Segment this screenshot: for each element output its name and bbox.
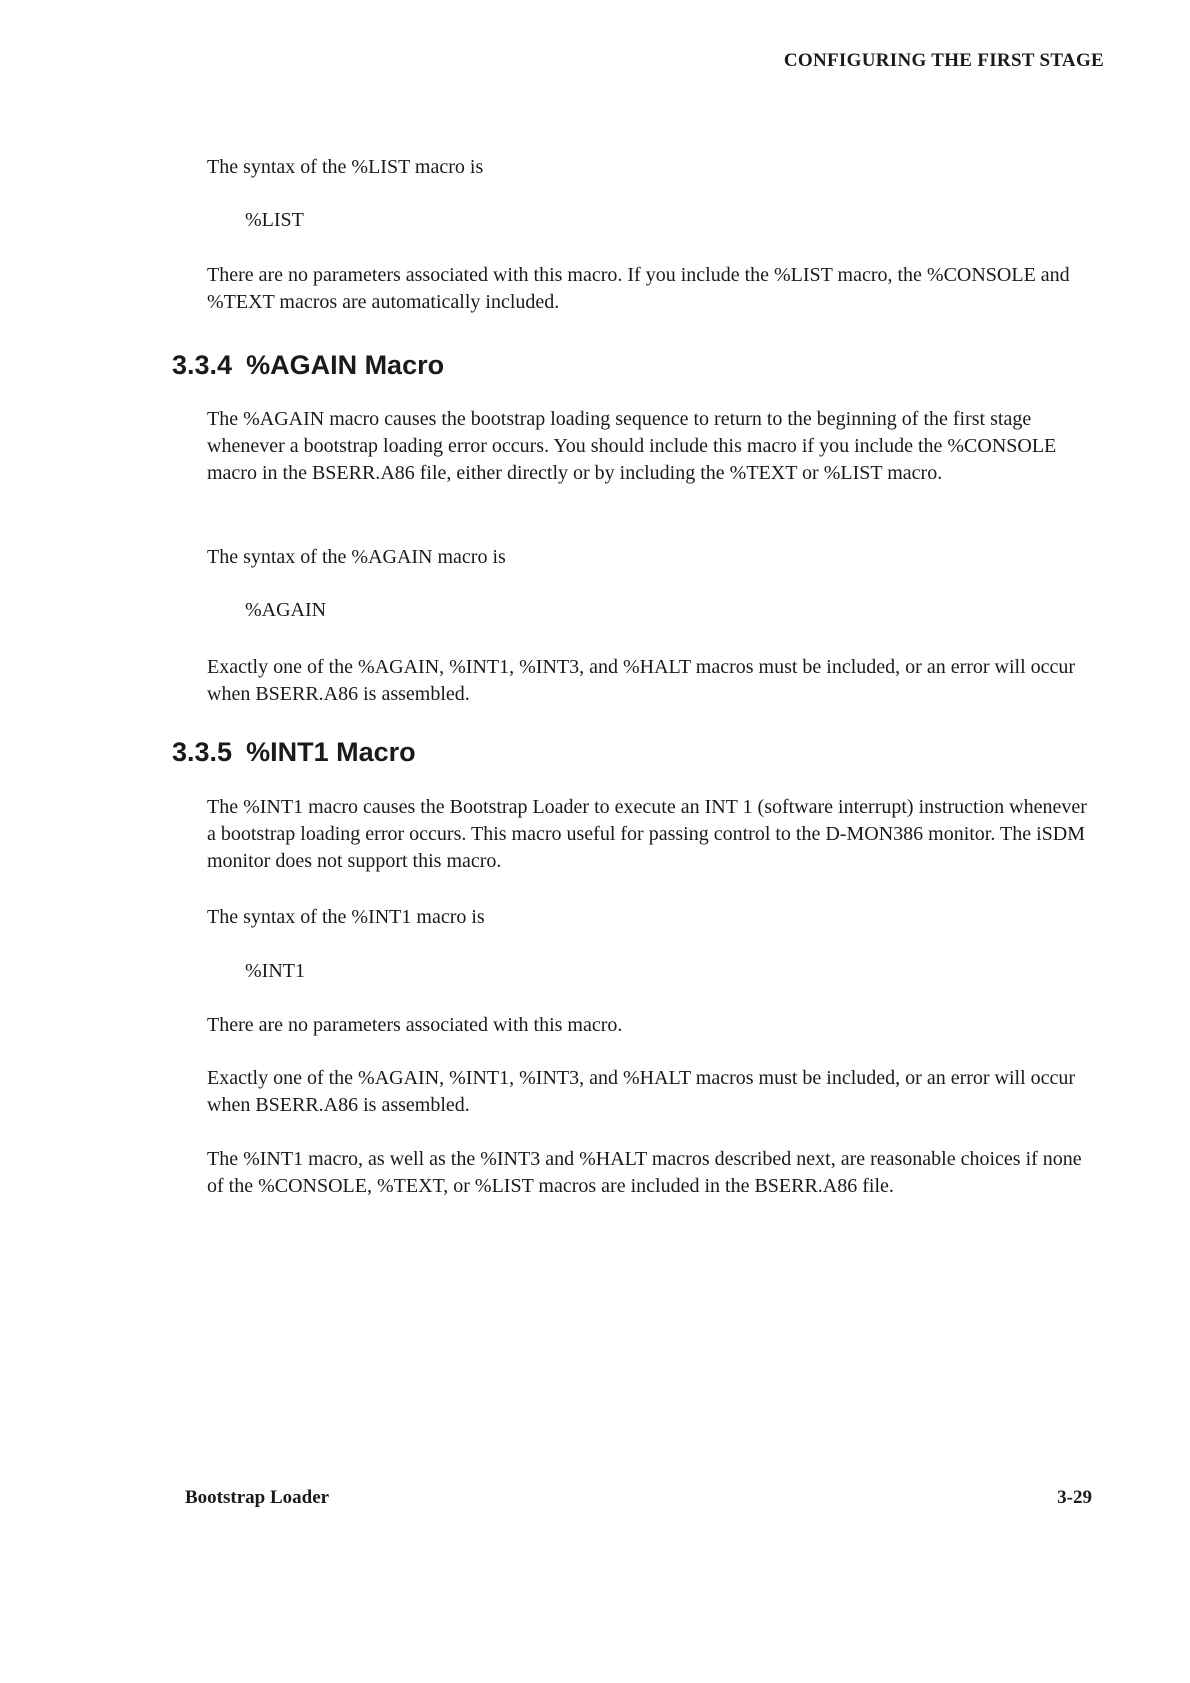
int1-syntax-code: %INT1 <box>245 960 305 982</box>
list-syntax-intro: The syntax of the %LIST macro is <box>207 156 484 178</box>
int1-description: The %INT1 macro causes the Bootstrap Loader to execute an INT 1 (software interrupt) instruction whenever a bootstrap loading error occurs. This macro useful for passing control to the D-MON386 monitor. The iSDM monitor does not support this macro. <box>207 796 1087 872</box>
footer-book-title: Bootstrap Loader <box>185 1487 330 1508</box>
section-number: 3.3.4 <box>172 350 233 380</box>
section-title: %AGAIN Macro <box>246 350 445 380</box>
section-number: 3.3.5 <box>172 737 233 767</box>
again-syntax-code: %AGAIN <box>245 599 327 621</box>
footer-page-number: 3-29 <box>1057 1487 1092 1508</box>
again-description: The %AGAIN macro causes the bootstrap loading sequence to return to the beginning of the first stage whenever a bootstrap loading error occurs. You should include this macro if you include the %CONSOLE macro in the BSERR.A86 file, either directly or by including the %TEXT or %LIST macro. <box>207 408 1057 484</box>
list-params-note: There are no parameters associated with this macro. If you include the %LIST macro, the %CONSOLE and %TEXT macros are automatically included. <box>207 264 1070 313</box>
int1-exactly-one-note: Exactly one of the %AGAIN, %INT1, %INT3, and %HALT macros must be included, or an error will occur when BSERR.A86 is assembled. <box>207 1067 1076 1116</box>
running-header: CONFIGURING THE FIRST STAGE <box>783 50 1104 71</box>
section-title: %INT1 Macro <box>246 737 416 767</box>
int1-syntax-intro: The syntax of the %INT1 macro is <box>207 906 485 928</box>
again-syntax-intro: The syntax of the %AGAIN macro is <box>207 546 506 568</box>
again-exactly-one-note: Exactly one of the %AGAIN, %INT1, %INT3, and %HALT macros must be included, or an error will occur when BSERR.A86 is assembled. <box>207 656 1076 705</box>
section-heading-int1 <box>172 737 416 768</box>
int1-choices-note: The %INT1 macro, as well as the %INT3 and %HALT macros described next, are reasonable choices if none of the %CONSOLE, %TEXT, or %LIST macros are included in the BSERR.A86 file. <box>207 1148 1082 1197</box>
int1-params-note: There are no parameters associated with this macro. <box>207 1014 623 1036</box>
section-heading-again <box>172 350 444 381</box>
list-syntax-code: %LIST <box>245 209 304 231</box>
